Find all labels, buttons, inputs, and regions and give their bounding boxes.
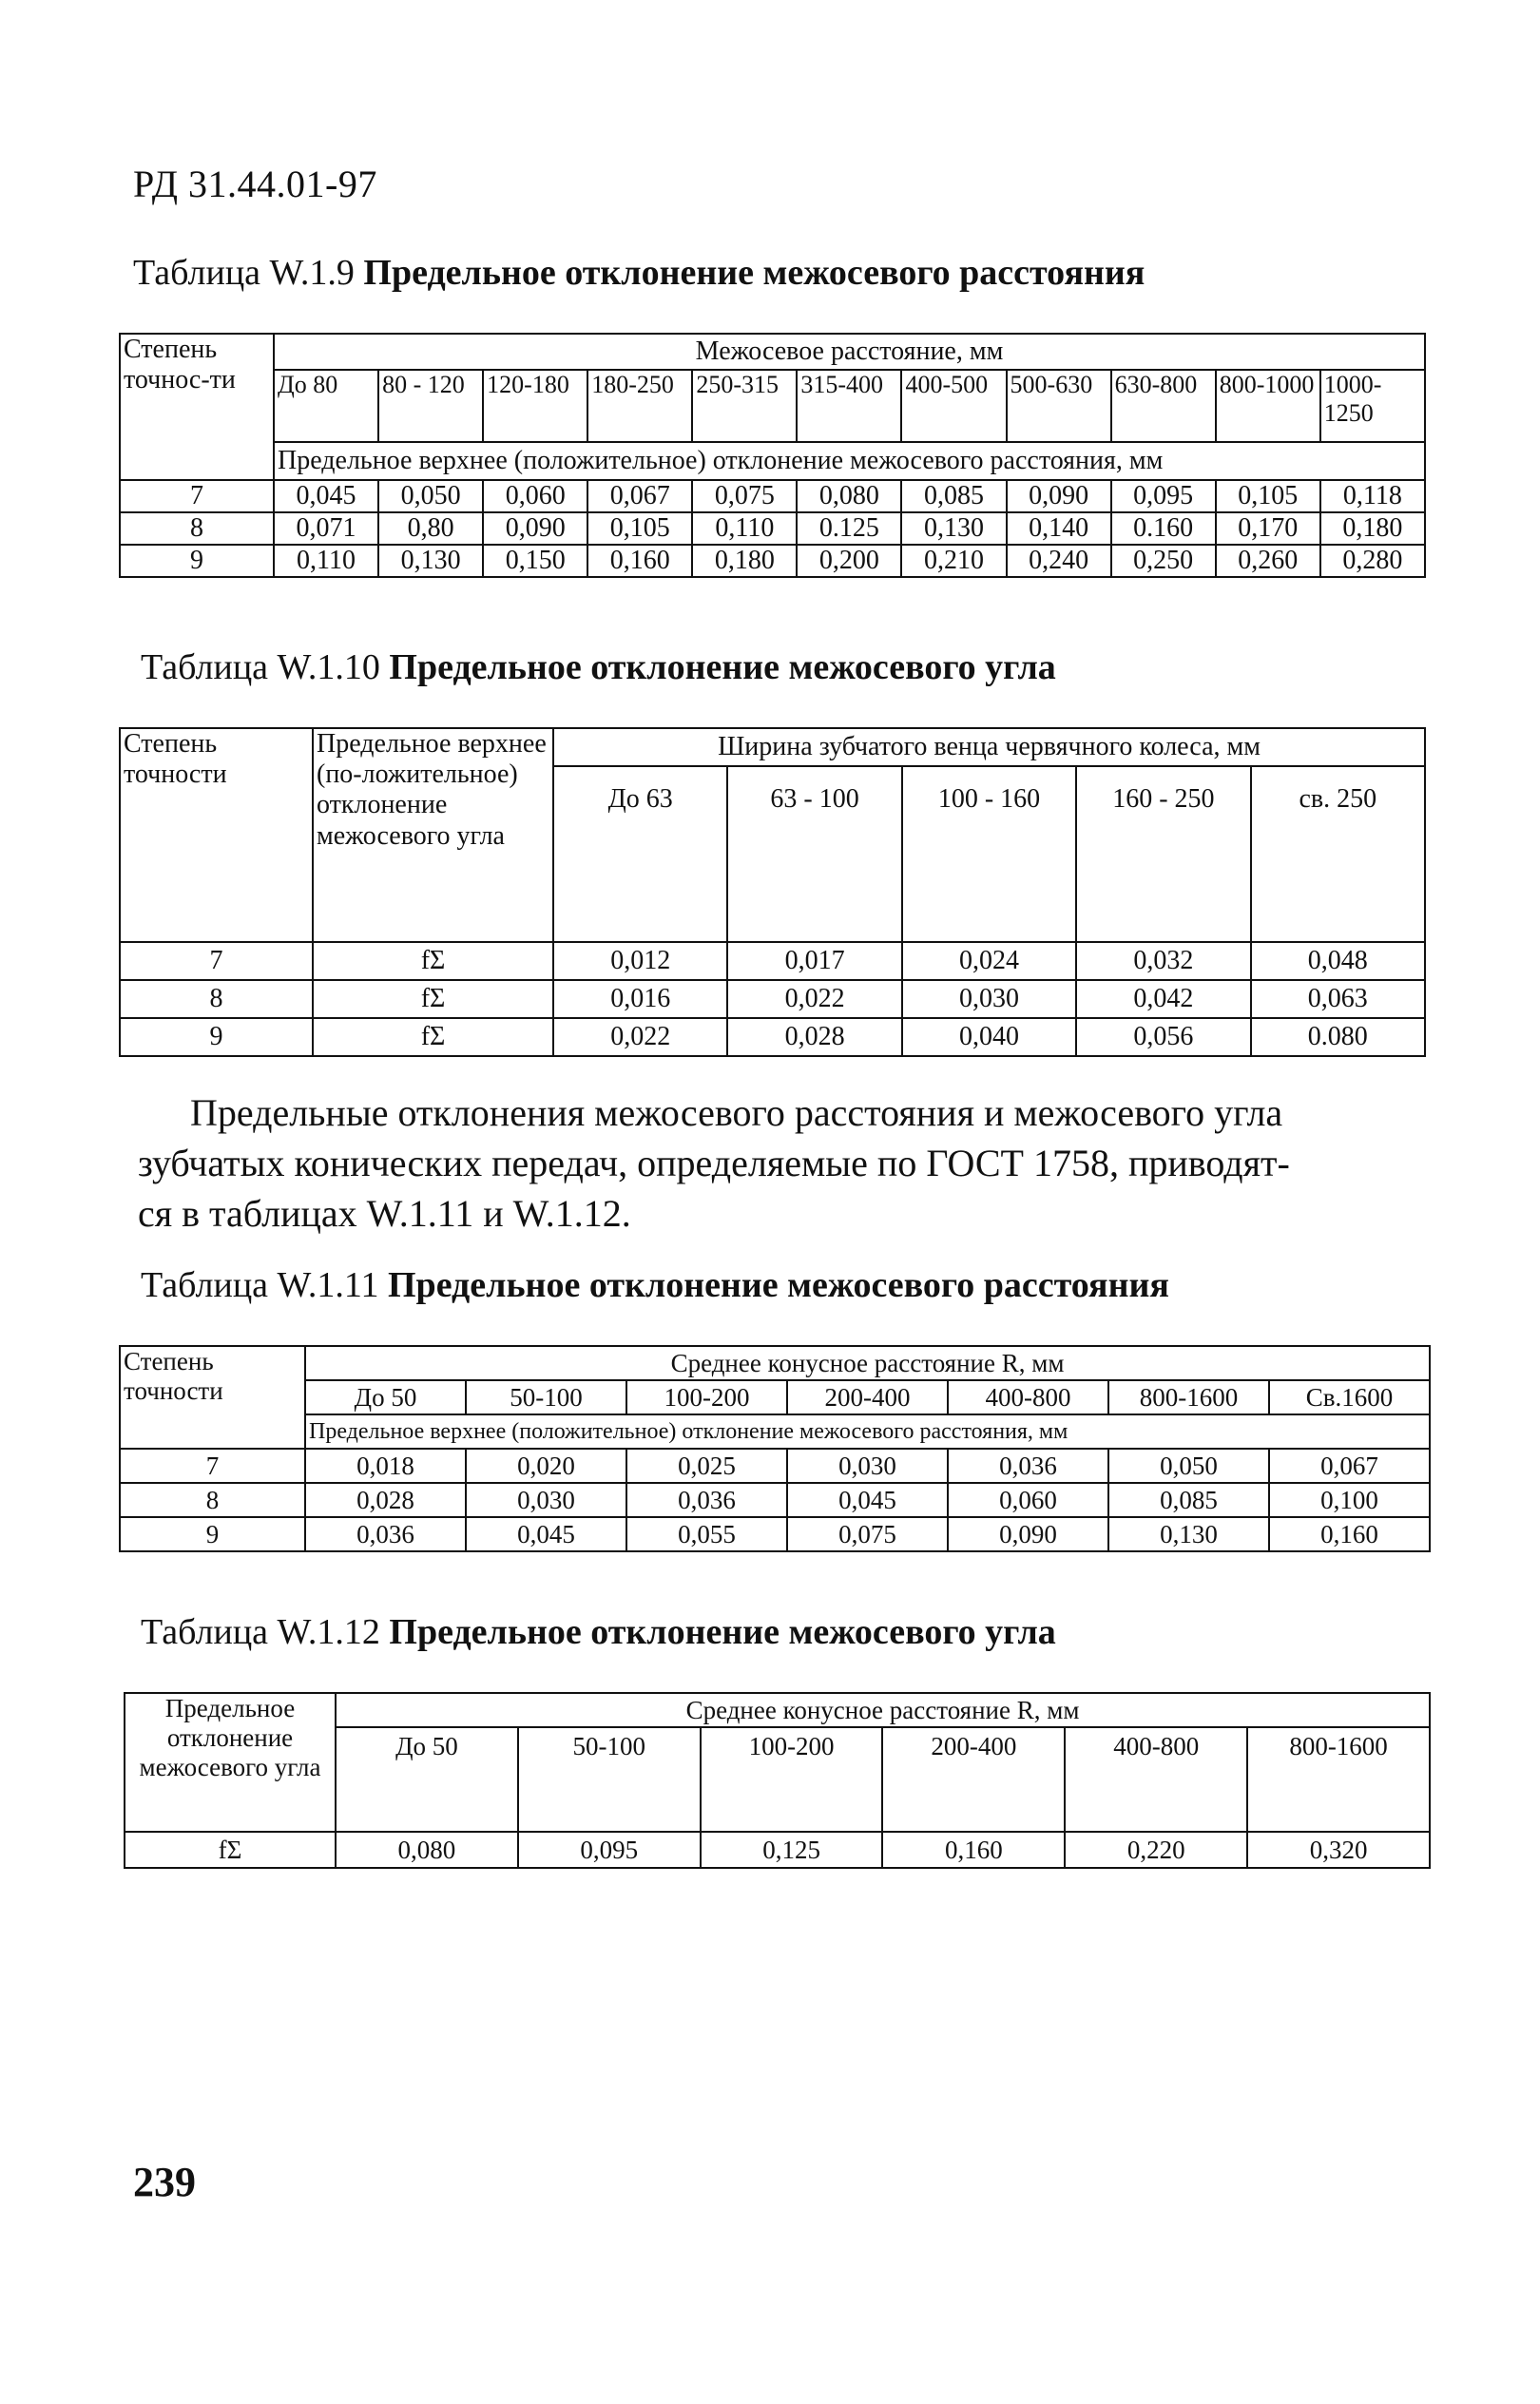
table-row — [120, 1449, 1430, 1483]
table-w1-9-group-header: Межосевое расстояние, мм — [274, 334, 1425, 370]
table-w1-10-symbol-cell: fΣ — [313, 942, 553, 980]
table-w1-10-range-header: 100 - 160 — [902, 766, 1076, 942]
table-row — [120, 480, 1425, 512]
table-w1-11-value-cell: 0,028 — [305, 1483, 466, 1517]
table-w1-10-title: Предельное отклонение межосевого угла — [389, 647, 1056, 687]
table-w1-11-value-cell: 0,075 — [787, 1517, 948, 1551]
paragraph-line: Предельные отклонения межосевого расстояния и межосевого угла — [190, 1091, 1283, 1134]
table-w1-10-value-cell: 0,032 — [1076, 942, 1250, 980]
table-w1-10-grade-cell: 9 — [120, 1018, 313, 1056]
table-w1-11-title: Предельное отклонение межосевого расстояния — [388, 1265, 1169, 1305]
table-w1-11-value-cell: 0,045 — [787, 1483, 948, 1517]
table-w1-12-param-header: Предельное отклонение межосевого угла — [125, 1693, 336, 1832]
table-w1-11-value-cell: 0,018 — [305, 1449, 466, 1483]
table-w1-9-range-header: До 80 — [274, 370, 378, 442]
table-w1-11-value-cell: 0,045 — [466, 1517, 626, 1551]
table-w1-10-value-cell: 0,028 — [727, 1018, 901, 1056]
table-row — [120, 1517, 1430, 1551]
table-w1-9-value-cell: 0,160 — [587, 545, 692, 577]
table-w1-12-title: Предельное отклонение межосевого угла — [389, 1612, 1056, 1652]
table-row — [120, 1018, 1425, 1056]
table-w1-12 — [124, 1692, 1431, 1869]
table-w1-11-value-cell: 0,060 — [948, 1483, 1108, 1517]
table-w1-11-value-cell: 0,025 — [626, 1449, 787, 1483]
table-row — [120, 942, 1425, 980]
table-w1-12-range-header: До 50 — [336, 1727, 518, 1832]
table-row — [120, 512, 1425, 545]
table-w1-11-subheader: Предельное верхнее (положительное) отклонение межосевого расстояния, мм — [305, 1414, 1430, 1449]
table-w1-12-caption — [141, 1611, 1056, 1653]
table-w1-9-value-cell: 0,071 — [274, 512, 378, 545]
table-w1-9-value-cell: 0,250 — [1111, 545, 1216, 577]
table-w1-10-value-cell: 0,056 — [1076, 1018, 1250, 1056]
table-w1-10-value-cell: 0,022 — [553, 1018, 727, 1056]
table-w1-10-range-header: До 63 — [553, 766, 727, 942]
table-w1-11-value-cell: 0,130 — [1108, 1517, 1269, 1551]
table-w1-9-value-cell: 0,260 — [1216, 545, 1320, 577]
table-w1-9-value-cell: 0,180 — [1320, 512, 1425, 545]
table-w1-9-value-cell: 0,240 — [1007, 545, 1111, 577]
table-w1-11-range-header: 200-400 — [787, 1380, 948, 1414]
table-w1-11-grade-cell: 7 — [120, 1449, 305, 1483]
table-w1-12-range-header: 50-100 — [518, 1727, 701, 1832]
table-w1-10 — [119, 727, 1426, 1057]
table-w1-10-value-cell: 0,042 — [1076, 980, 1250, 1018]
table-w1-9-value-cell: 0,090 — [483, 512, 587, 545]
table-w1-11-grade-cell: 8 — [120, 1483, 305, 1517]
table-w1-9-value-cell: 0,118 — [1320, 480, 1425, 512]
table-w1-10-value-cell: 0.080 — [1251, 1018, 1425, 1056]
table-w1-9-title: Предельное отклонение межосевого расстояния — [363, 253, 1145, 293]
page-number: 239 — [133, 2159, 196, 2205]
table-w1-9-value-cell: 0,105 — [587, 512, 692, 545]
table-w1-11-value-cell: 0,030 — [787, 1449, 948, 1483]
table-w1-10-value-cell: 0,048 — [1251, 942, 1425, 980]
table-w1-9-range-header: 1000-1250 — [1320, 370, 1425, 442]
table-w1-11-range-header: 100-200 — [626, 1380, 787, 1414]
paragraph-line: ся в таблицах W.1.11 и W.1.12. — [138, 1191, 631, 1235]
table-w1-9-value-cell: 0,280 — [1320, 545, 1425, 577]
table-w1-11-number: Таблица W.1.11 — [141, 1265, 379, 1305]
table-w1-9-grade-cell: 7 — [120, 480, 274, 512]
table-w1-10-value-cell: 0,024 — [902, 942, 1076, 980]
table-w1-9-range-header: 800-1000 — [1216, 370, 1320, 442]
table-w1-10-range-header: св. 250 — [1251, 766, 1425, 942]
table-w1-11-value-cell: 0,036 — [305, 1517, 466, 1551]
table-w1-10-value-cell: 0,063 — [1251, 980, 1425, 1018]
table-w1-9-value-cell: 0,045 — [274, 480, 378, 512]
table-w1-11-group-header: Среднее конусное расстояние R, мм — [305, 1346, 1430, 1380]
table-row — [120, 980, 1425, 1018]
table-w1-10-grade-cell: 7 — [120, 942, 313, 980]
table-w1-11-value-cell: 0,160 — [1269, 1517, 1430, 1551]
table-w1-11-value-cell: 0,055 — [626, 1517, 787, 1551]
table-w1-10-symbol-cell: fΣ — [313, 980, 553, 1018]
table-w1-9-value-cell: 0.125 — [797, 512, 901, 545]
table-w1-9-value-cell: 0,150 — [483, 545, 587, 577]
table-w1-12-range-header: 400-800 — [1065, 1727, 1247, 1832]
table-w1-10-grade-cell: 8 — [120, 980, 313, 1018]
table-w1-12-value-cell: 0,125 — [701, 1832, 883, 1868]
table-w1-11-value-cell: 0,020 — [466, 1449, 626, 1483]
table-w1-12-value-cell: 0,080 — [336, 1832, 518, 1868]
table-w1-9-value-cell: 0,095 — [1111, 480, 1216, 512]
table-w1-12-range-header: 800-1600 — [1247, 1727, 1430, 1832]
table-w1-10-value-cell: 0,016 — [553, 980, 727, 1018]
table-w1-11-range-header: 50-100 — [466, 1380, 626, 1414]
table-w1-9 — [119, 333, 1426, 578]
table-w1-9-range-header: 400-500 — [901, 370, 1006, 442]
table-w1-9-value-cell: 0,080 — [797, 480, 901, 512]
table-w1-9-range-header: 180-250 — [587, 370, 692, 442]
table-w1-10-symbol-cell: fΣ — [313, 1018, 553, 1056]
table-w1-10-value-cell: 0,022 — [727, 980, 901, 1018]
table-w1-11-grade-header: Степень точности — [120, 1346, 305, 1449]
table-w1-11-value-cell: 0,100 — [1269, 1483, 1430, 1517]
table-w1-9-grade-header: Степень точнос-ти — [120, 334, 274, 480]
table-w1-11 — [119, 1345, 1431, 1552]
table-w1-9-value-cell: 0,050 — [378, 480, 483, 512]
table-w1-9-value-cell: 0,110 — [692, 512, 797, 545]
table-w1-9-range-header: 250-315 — [692, 370, 797, 442]
table-w1-10-value-cell: 0,012 — [553, 942, 727, 980]
table-w1-10-group-header: Ширина зубчатого венца червячного колеса, мм — [553, 728, 1425, 766]
table-w1-9-value-cell: 0,090 — [1007, 480, 1111, 512]
table-w1-10-range-header: 63 - 100 — [727, 766, 901, 942]
table-w1-10-value-cell: 0,017 — [727, 942, 901, 980]
table-w1-12-value-cell: 0,320 — [1247, 1832, 1430, 1868]
table-w1-9-value-cell: 0,180 — [692, 545, 797, 577]
table-w1-12-symbol-cell: fΣ — [125, 1832, 336, 1868]
table-w1-9-value-cell: 0,067 — [587, 480, 692, 512]
table-w1-9-range-header: 500-630 — [1007, 370, 1111, 442]
table-w1-10-grade-header: Степень точности — [120, 728, 313, 942]
table-w1-11-value-cell: 0,036 — [626, 1483, 787, 1517]
table-w1-9-range-header: 630-800 — [1111, 370, 1216, 442]
body-paragraph — [138, 1088, 1416, 1239]
table-w1-11-grade-cell: 9 — [120, 1517, 305, 1551]
table-w1-9-value-cell: 0,130 — [378, 545, 483, 577]
table-w1-9-value-cell: 0,80 — [378, 512, 483, 545]
table-w1-11-value-cell: 0,030 — [466, 1483, 626, 1517]
table-w1-9-value-cell: 0.160 — [1111, 512, 1216, 545]
table-w1-11-value-cell: 0,050 — [1108, 1449, 1269, 1483]
table-w1-11-value-cell: 0,090 — [948, 1517, 1108, 1551]
table-w1-12-range-header: 100-200 — [701, 1727, 883, 1832]
table-w1-11-range-header: Св.1600 — [1269, 1380, 1430, 1414]
table-w1-11-value-cell: 0,067 — [1269, 1449, 1430, 1483]
table-w1-10-caption — [141, 646, 1056, 688]
table-w1-11-range-header: 400-800 — [948, 1380, 1108, 1414]
table-w1-12-range-header: 200-400 — [882, 1727, 1065, 1832]
table-w1-9-range-header: 80 - 120 — [378, 370, 483, 442]
table-w1-10-value-cell: 0,030 — [902, 980, 1076, 1018]
table-w1-10-value-cell: 0,040 — [902, 1018, 1076, 1056]
table-w1-9-value-cell: 0,060 — [483, 480, 587, 512]
table-w1-9-value-cell: 0,085 — [901, 480, 1006, 512]
table-w1-11-value-cell: 0,085 — [1108, 1483, 1269, 1517]
table-w1-9-number: Таблица W.1.9 — [133, 253, 355, 293]
table-w1-12-number: Таблица W.1.12 — [141, 1612, 380, 1652]
table-w1-11-value-cell: 0,036 — [948, 1449, 1108, 1483]
table-w1-9-grade-cell: 8 — [120, 512, 274, 545]
table-w1-9-value-cell: 0,110 — [274, 545, 378, 577]
table-w1-9-range-header: 315-400 — [797, 370, 901, 442]
table-row — [120, 545, 1425, 577]
table-w1-11-range-header: 800-1600 — [1108, 1380, 1269, 1414]
table-w1-11-range-header: До 50 — [305, 1380, 466, 1414]
table-row — [120, 1483, 1430, 1517]
document-code: РД 31.44.01-97 — [133, 163, 377, 205]
table-w1-10-range-header: 160 - 250 — [1076, 766, 1250, 942]
table-w1-9-caption — [133, 252, 1145, 294]
table-w1-9-value-cell: 0,170 — [1216, 512, 1320, 545]
table-w1-10-number: Таблица W.1.10 — [141, 647, 380, 687]
table-w1-11-caption — [141, 1264, 1169, 1306]
table-w1-10-param-header: Предельное верхнее (по-ложительное) отклонение межосевого угла — [313, 728, 553, 942]
table-w1-9-value-cell: 0,200 — [797, 545, 901, 577]
paragraph-line: зубчатых конических передач, определяемые по ГОСТ 1758, приводят- — [138, 1141, 1290, 1184]
table-w1-9-subheader: Предельное верхнее (положительное) отклонение межосевого расстояния, мм — [274, 442, 1425, 480]
table-w1-9-value-cell: 0,140 — [1007, 512, 1111, 545]
table-w1-9-range-header: 120-180 — [483, 370, 587, 442]
table-w1-12-value-cell: 0,095 — [518, 1832, 701, 1868]
table-w1-9-value-cell: 0,105 — [1216, 480, 1320, 512]
table-w1-9-value-cell: 0,130 — [901, 512, 1006, 545]
table-w1-12-value-cell: 0,160 — [882, 1832, 1065, 1868]
table-w1-9-value-cell: 0,075 — [692, 480, 797, 512]
table-w1-12-group-header: Среднее конусное расстояние R, мм — [336, 1693, 1430, 1727]
table-w1-12-value-cell: 0,220 — [1065, 1832, 1247, 1868]
table-w1-9-value-cell: 0,210 — [901, 545, 1006, 577]
table-w1-9-grade-cell: 9 — [120, 545, 274, 577]
